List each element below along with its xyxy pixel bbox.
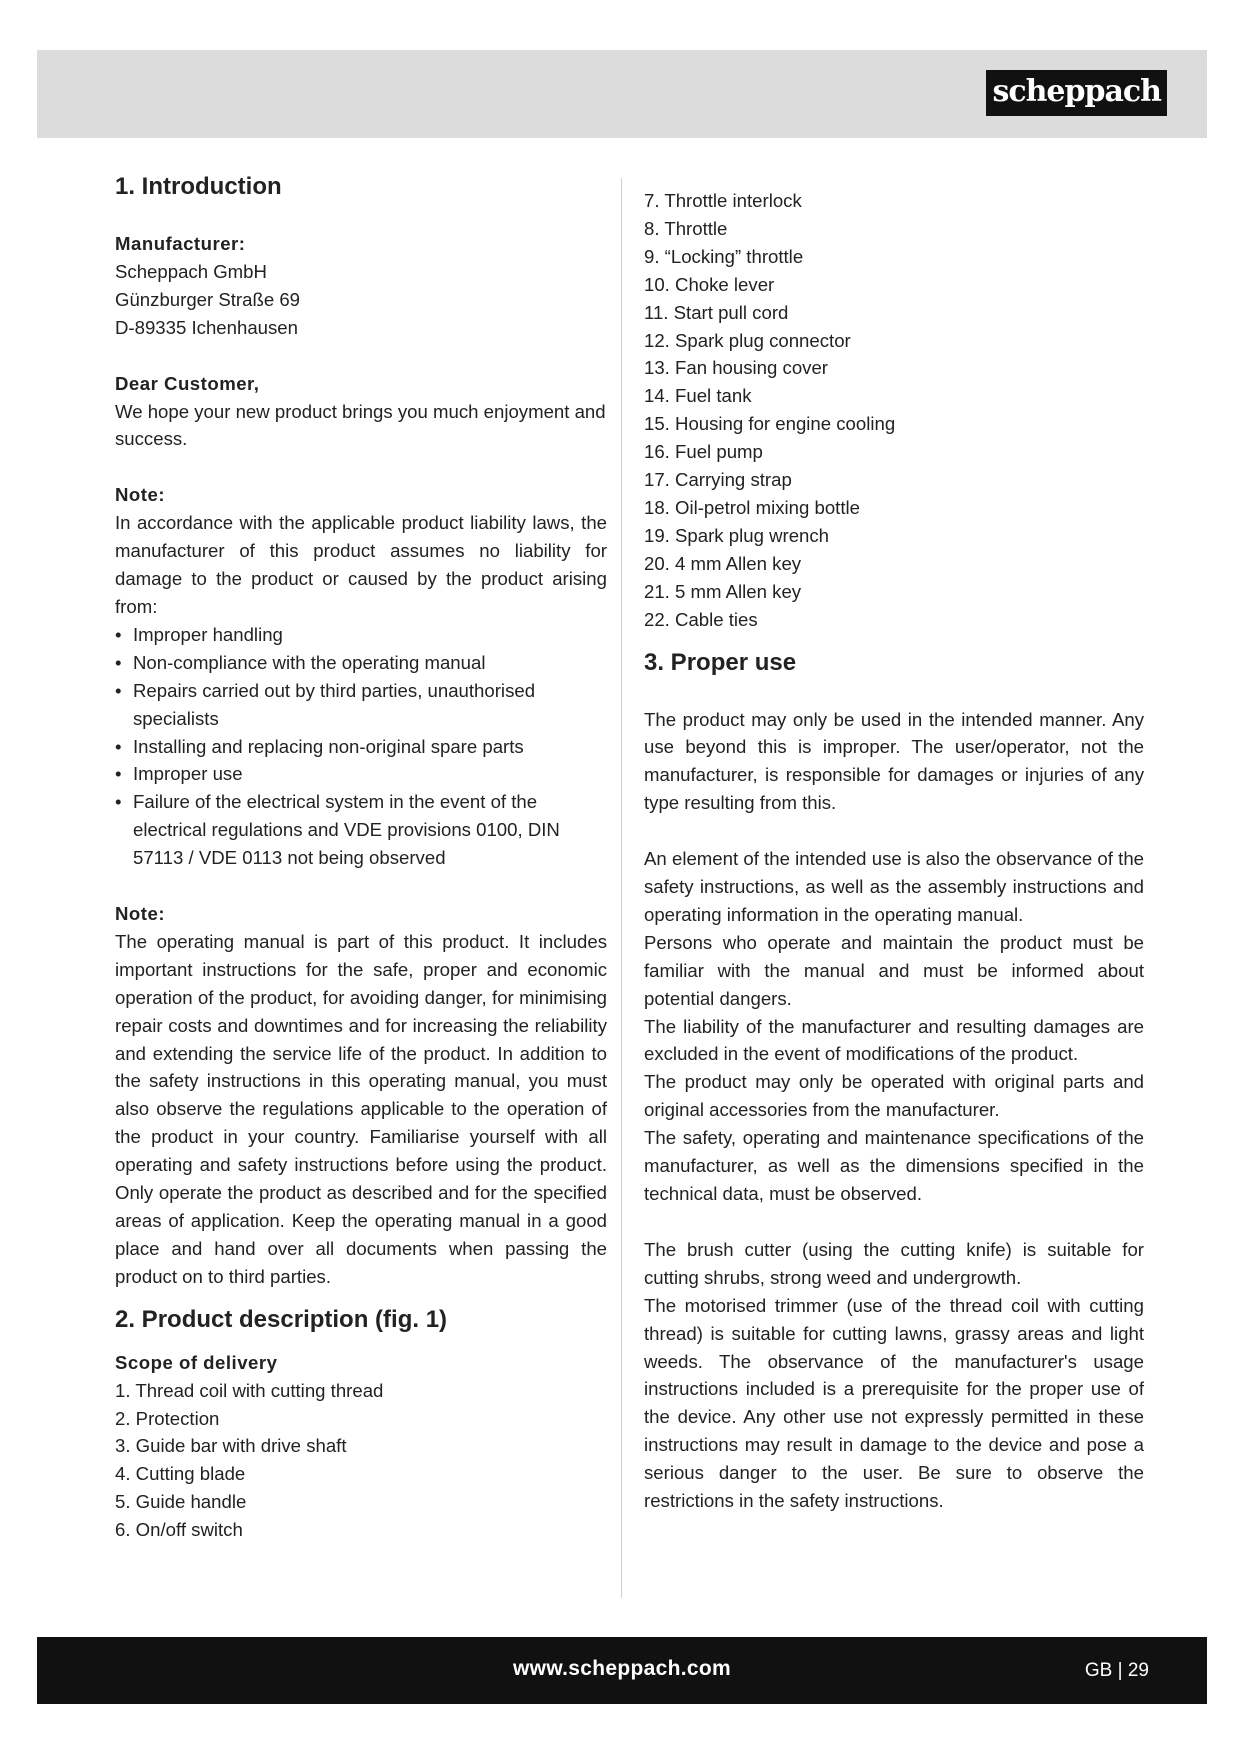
note-label: Note: [115, 484, 166, 506]
proper-use-paragraph: Persons who operate and maintain the product must be familiar with the manual and must be informed about potential dangers. [644, 931, 1144, 1009]
liability-bullet-list [115, 621, 607, 872]
proper-use-paragraph: The brush cutter (using the cutting knife) is suitable for cutting shrubs, strong weed and undergrowth. [644, 1238, 1144, 1288]
list-item: 18. Oil-petrol mixing bottle [644, 496, 860, 518]
list-item: 2. Protection [115, 1407, 220, 1429]
proper-use-paragraph: The product may only be used in the intended manner. Any use beyond this is improper. The user/operator, not the manufacturer, is responsible for damages or injuries of any type resulting from this. [644, 708, 1144, 814]
list-item: 1. Thread coil with cutting thread [115, 1379, 384, 1401]
proper-use-paragraph: The product may only be operated with original parts and original accessories from the manufacturer. [644, 1071, 1144, 1121]
column-divider [621, 178, 622, 1598]
list-item: 13. Fan housing cover [644, 357, 828, 379]
list-item: 9. “Locking” throttle [644, 245, 804, 267]
list-item: 16. Fuel pump [644, 441, 763, 463]
page-number: GB | 29 [1084, 1660, 1149, 1681]
proper-use-paragraph: The motorised trimmer (use of the thread coil with cutting thread) is suitable for cutting lawns, grassy areas and light weeds. The observance of the manufacturer's usage instructions included is a prerequisite for the proper use of the device. Any other use not expressly permitted in these instructions may result in damage to the device and pose a serious danger to the user. Be sure to observe the restrictions in the safety instructions. [644, 1294, 1144, 1512]
dear-customer-text: We hope your new product brings you much enjoyment and success. [115, 400, 606, 450]
proper-use-paragraph: The safety, operating and maintenance specifications of the manufacturer, as well as the dimensions specified in the technical data, must be observed. [644, 1127, 1144, 1204]
list-item: 4. Cutting blade [115, 1463, 246, 1485]
scope-of-delivery-list [115, 1377, 607, 1544]
list-item: • Improper handling [115, 621, 607, 649]
list-item: 12. Spark plug connector [644, 329, 851, 351]
manufacturer-label: Manufacturer: [115, 233, 246, 254]
product-description-heading: 2. Product description (fig. 1) [115, 1305, 448, 1333]
proper-use-heading: 3. Proper use [644, 648, 797, 676]
left-column [115, 172, 607, 1544]
list-item: 6. On/off switch [115, 1519, 243, 1541]
liability-note-text: In accordance with the applicable product liability laws, the manufacturer of this product assumes no liability for damage to the product or caused by the product arising from: [115, 512, 607, 617]
list-item: • Failure of the electrical system in the event of the electrical regulations and VDE provisions 0100, DIN 57113 / VDE 0113 not being observed [115, 788, 607, 872]
manufacturer-name: Scheppach GmbH [115, 260, 267, 282]
list-item: 8. Throttle [644, 217, 728, 239]
list-item: 10. Choke lever [644, 273, 775, 295]
introduction-heading: 1. Introduction [115, 173, 282, 200]
list-item: 15. Housing for engine cooling [644, 413, 896, 435]
list-item: • Installing and replacing non-original spare parts [115, 733, 607, 761]
list-item: • Repairs carried out by third parties, unauthorised specialists [115, 677, 607, 733]
proper-use-paragraph: An element of the intended use is also the observance of the safety instructions, as well as the assembly instructions and operating information in the operating manual. [644, 848, 1144, 925]
list-item: 21. 5 mm Allen key [644, 580, 802, 602]
footer-website-link[interactable]: www.scheppach.com [513, 1657, 731, 1680]
list-item: 14. Fuel tank [644, 385, 752, 407]
scheppach-logo: scheppach [986, 70, 1167, 116]
right-column [644, 187, 1144, 1515]
operating-manual-note-text: The operating manual is part of this product. It includes important instructions for the safe, proper and economic operation of the product, for avoiding danger, for minimising repair costs and downtimes and for increasing the reliability and extending the service life of the product. In addition to the safety instructions in this operating manual, you must also observe the regulations applicable to the operation of the product in your country. Familiarise yourself with all operating and safety instructions before using the product. Only operate the product as described and for the specified areas of application. Keep the operating manual in a good place and hand over all documents when passing the product on to third parties. [115, 930, 607, 1287]
dear-customer-label: Dear Customer, [115, 372, 260, 394]
header-band [37, 50, 1207, 138]
list-item: 22. Cable ties [644, 608, 758, 630]
proper-use-paragraph: The liability of the manufacturer and resulting damages are excluded in the event of modifications of the product. [644, 1015, 1144, 1065]
list-item: 17. Carrying strap [644, 469, 792, 491]
note-label: Note: [115, 903, 166, 925]
scope-of-delivery-list-continued [644, 187, 1144, 634]
list-item: 5. Guide handle [115, 1491, 247, 1513]
scope-of-delivery-label: Scope of delivery [115, 1351, 278, 1373]
list-item: • Non-compliance with the operating manual [115, 649, 607, 677]
list-item: 7. Throttle interlock [644, 190, 802, 211]
list-item: • Improper use [115, 760, 607, 788]
list-item: 11. Start pull cord [644, 301, 789, 323]
manufacturer-city: D-89335 Ichenhausen [115, 316, 298, 338]
manufacturer-street: Günzburger Straße 69 [115, 288, 301, 310]
list-item: 19. Spark plug wrench [644, 524, 830, 546]
footer-bar [37, 1637, 1207, 1704]
list-item: 3. Guide bar with drive shaft [115, 1435, 347, 1457]
list-item: 20. 4 mm Allen key [644, 552, 802, 574]
